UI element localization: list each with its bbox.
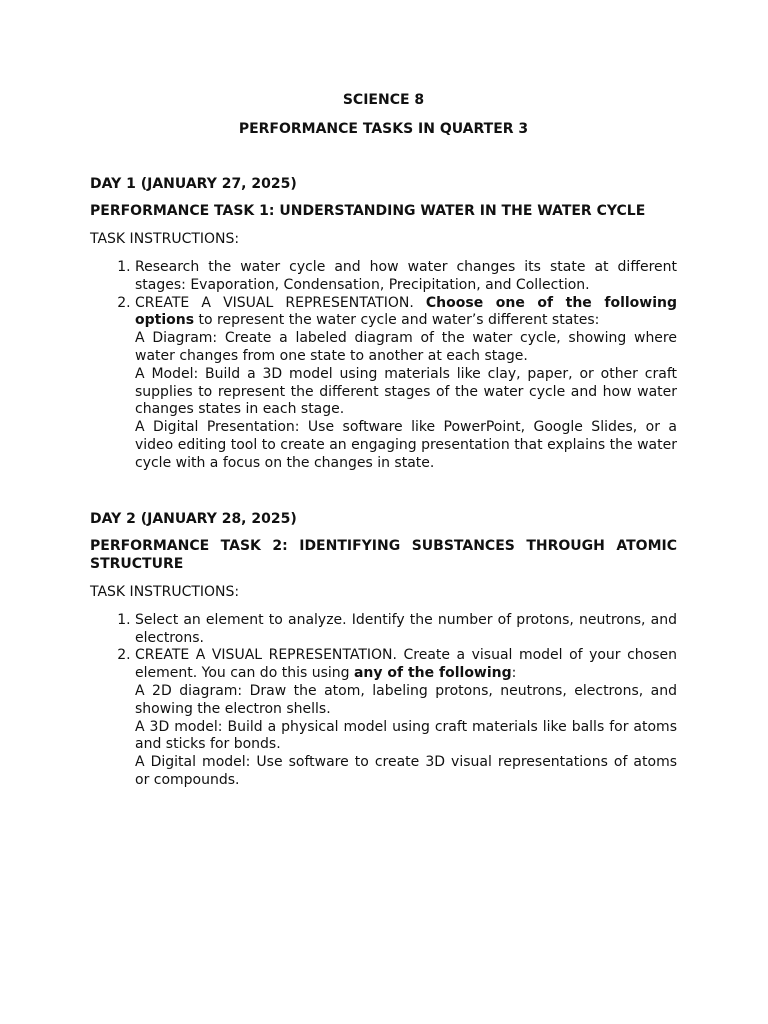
day1-task-title: PERFORMANCE TASK 1: UNDERSTANDING WATER IN THE WATER CYCLE (90, 203, 646, 220)
day1-item2-bold: Choose one of the following options (135, 294, 677, 329)
day1-option-model: A Model: Build a 3D model using materials like clay, paper, or other craft supplies to represent the different stages of the water cycle and how water changes states in each stage. (135, 365, 677, 418)
day1-instruction-list (90, 259, 677, 473)
day1-option-digital: A Digital Presentation: Use software like PowerPoint, Google Slides, or a video editing tool to create an engaging presentation that explains the water cycle with a focus on the changes in state. (135, 419, 677, 471)
day2-option-3d: A 3D model: Build a physical model using craft materials like balls for atoms and sticks for bonds. (135, 718, 677, 753)
day1-label: DAY 1 (JANUARY 27, 2025) (90, 175, 297, 192)
day2-option-digital: A Digital model: Use software to create 3D visual representations of atoms or compounds. (135, 754, 677, 788)
list-item (135, 259, 677, 295)
list-item (135, 612, 677, 648)
day1-item2-tail: to represent the water cycle and water’s different states: (194, 312, 600, 329)
day1-item1-text: Research the water cycle and how water changes its state at different stages: Evaporation, Condensation, Precipitation, and Collection. (135, 258, 677, 293)
day2-task-title: PERFORMANCE TASK 2: IDENTIFYING SUBSTANCES THROUGH ATOMIC STRUCTURE (90, 538, 677, 573)
day2-item2-tail: : (511, 665, 517, 682)
day2-instruction-list (90, 612, 677, 790)
day2-instructions-label: TASK INSTRUCTIONS: (90, 583, 240, 600)
day2-option-2d: A 2D diagram: Draw the atom, labeling protons, neutrons, electrons, and showing the electron shells. (135, 682, 677, 717)
subject-title: SCIENCE 8 (342, 92, 425, 108)
day1-item2-lead: CREATE A VISUAL REPRESENTATION. (135, 294, 426, 311)
day1-instructions-label: TASK INSTRUCTIONS: (90, 231, 240, 248)
list-item (135, 295, 677, 473)
day2-item2-lead: CREATE A VISUAL REPRESENTATION. Create a visual model of your chosen element. You can do this using (135, 647, 677, 682)
day2-label: DAY 2 (JANUARY 28, 2025) (90, 510, 297, 527)
list-item (135, 647, 677, 789)
day1-option-diagram: A Diagram: Create a labeled diagram of the water cycle, showing where water changes from one state to another at each stage. (135, 330, 677, 364)
day2-item2-bold: any of the following (353, 665, 512, 682)
document-title: PERFORMANCE TASKS IN QUARTER 3 (238, 120, 529, 137)
day2-item1-text: Select an element to analyze. Identify the number of protons, neutrons, and electrons. (135, 611, 677, 646)
document-page (90, 92, 677, 790)
